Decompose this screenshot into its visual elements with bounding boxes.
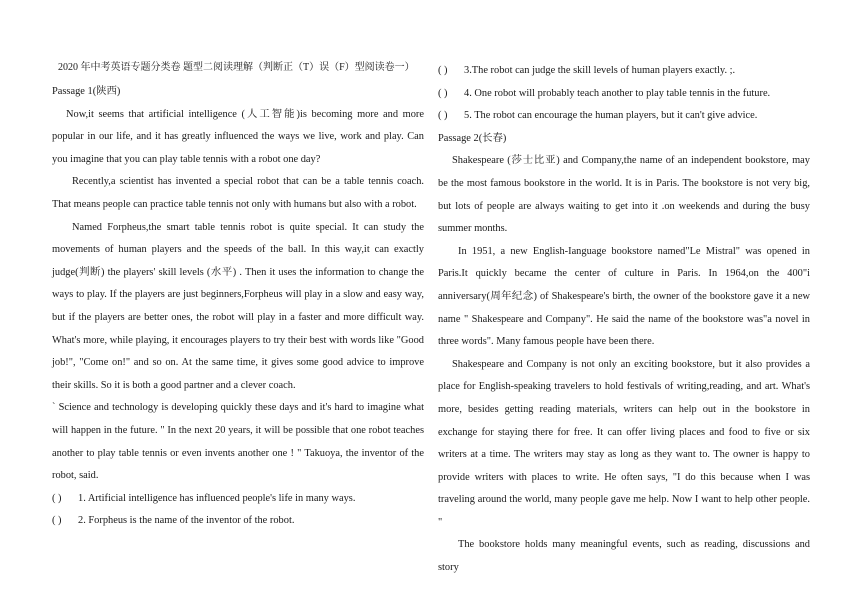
passage2-paragraph-2: In 1951, a new English-Ianguage bookstore named"Le Mistral" was opened in Paris.It quickly became the center of culture in Paris. In 1964,on the 400"i anniversary(周年纪念) of Shakespeare's birth, the owner of the bookstore gave it a new name " Shakespeare and Company". He said the name of the bookstore was"a novel in three words". Many famous people have been there. [438,245,810,348]
page-title: 2020 年中考英语专题分类卷 题型二阅读理解（判断正（T）误（F）型阅读卷一） [58,62,415,73]
answer-blank[interactable]: ( ) [52,515,62,527]
right-column [438,60,810,580]
question-text: 2. Forpheus is the name of the inventor of the robot. [78,515,295,527]
question-5 [438,105,810,128]
passage2-paragraph-3: Shakespeare and Company is not only an exciting bookstore, but it also provides a place for English-speaking travelers to hold festivals of writing,reading, and art. What's more, besides getting reading materials, writers can help out in the bookstore in exchange for staying there for free. It can offer living places and food to five or six writers at a time. The writers may stay as long as they want to. The owner is happy to provide writers with places to write. He often says, "I do this because when I was traveling around the world, many people gave me help. Now I want to help other people. " [438,358,810,528]
left-column [52,60,424,533]
passage1-paragraph-3: Named Forpheus,the smart table tennis robot is quite special. It can study the movements of human players and the speeds of the ball. In this way,it can exactly judge(判断) the players' skill levels (水平) . Then it uses the information to change the ways to play. If the players are just beginners,Forpheus will play in a slow and easy way, but if the players are better ones, the robot will play in a faster and more difficult way. What's more, while playing, it encourages players to try their best with words like "Good job!", "Come on!" and so on. At the same time, it gives some good advice to improve their skills. So it is both a good partner and a clever coach. [52,221,424,391]
question-text: 3.The robot can judge the skill levels of human players exactly. ;. [464,65,736,76]
question-4 [438,83,810,106]
passage2-paragraph-4: The bookstore holds many meaningful events, such as reading, discussions and story [438,539,810,574]
answer-blank[interactable]: ( ) [438,110,448,122]
answer-blank[interactable]: ( ) [438,87,448,99]
question-3 [438,60,810,83]
answer-blank[interactable]: ( ) [438,65,448,76]
passage2-paragraph-1: Shakespeare (莎士比亚) and Company,the name of an independent bookstore, may be the most famous bookstore in the world. It is in Paris. The bookstore is not very big, but lots of people are always waiting to get into it .on weekends and during the busy summer months. [438,155,810,235]
question-2 [52,510,424,533]
answer-blank[interactable]: ( ) [52,492,62,504]
passage1-label: Passage 1(陕西) [52,86,121,97]
question-text: 1. Artificial intelligence has influenced people's life in many ways. [78,492,356,504]
passage2-label: Passage 2(长春) [438,132,507,144]
question-1 [52,488,424,511]
question-text: 4. One robot will probably teach another to play table tennis in the future. [464,87,771,99]
passage1-paragraph-1: Now,it seems that artificial intelligence (人工智能)is becoming more and more popular in our life, and it has greatly influenced the ways we live, work and play. Can you imagine that you can play table tennis with a robot one day? [52,108,424,165]
passage1-paragraph-2: Recently,a scientist has invented a special robot that can be a table tennis coach. That means people can practice table tennis not only with humans but also with a robot. [52,176,424,210]
question-text: 5. The robot can encourage the human players, but it can't give advice. [464,110,758,122]
passage1-paragraph-4: ` Science and technology is developing quickly these days and it's hard to imagine what will happen in the future. " In the next 20 years, it will be possible that one robot teaches another to play table tennis or even invents another one ! " Takuoya, the inventor of the robot, said. [52,402,424,482]
